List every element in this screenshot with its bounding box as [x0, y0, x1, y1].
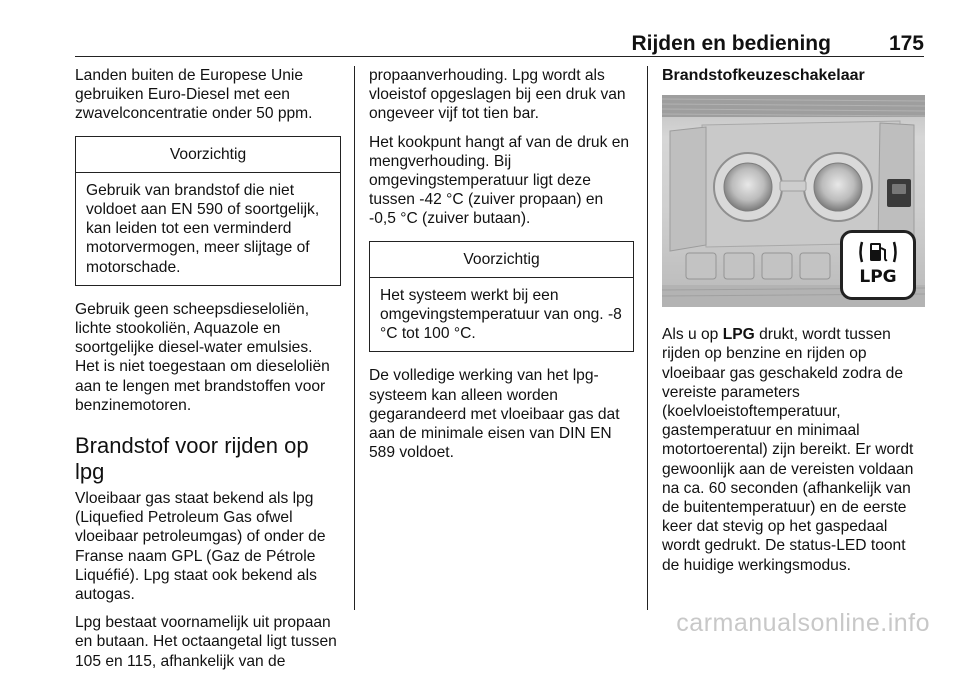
column-1	[75, 66, 341, 680]
lpg-term: LPG	[722, 326, 755, 344]
caution-text: Het systeem werkt bij een omgevingstemperatuur van ong. -8 °C tot 100 °C.	[380, 286, 622, 343]
lpg-badge	[840, 230, 916, 300]
caution-title: Voorzichtig	[76, 137, 340, 173]
column-divider-2	[647, 66, 648, 610]
running-head-title: Rijden en bediening	[631, 32, 831, 55]
column-divider-1	[354, 66, 355, 610]
page-header	[36, 26, 924, 56]
fuel-pump-icon	[858, 239, 898, 265]
column-3	[662, 66, 927, 584]
page-number: 175	[888, 32, 924, 55]
dashboard-figure	[662, 95, 925, 307]
paragraph: Gebruik geen scheepsdieseloliën, lichte stookoliën, Aquazole en soortgelijke diesel-water emulsies. Het is niet toegestaan om dieseloliën aan te lengen met brandstoffen voor benzinemotoren.	[75, 300, 330, 414]
header-rule	[75, 56, 924, 57]
paragraph-text: Als u op	[662, 326, 723, 344]
caution-box	[75, 136, 341, 286]
caution-text: Gebruik van brandstof die niet voldoet aan EN 590 of soortgelijk, kan leiden tot een verminderd motorvermogen, meer slijtage of motorschade.	[86, 181, 320, 276]
caution-box	[369, 241, 634, 353]
paragraph: Lpg bestaat voornamelijk uit propaan en butaan. Het octaangetal ligt tussen 105 en 115, afhankelijk van de	[75, 614, 337, 670]
watermark: carmanualsonline.info	[676, 609, 930, 637]
caution-title: Voorzichtig	[370, 242, 633, 278]
section-heading: Brandstof voor rijden op lpg	[75, 433, 309, 485]
paragraph	[662, 325, 927, 575]
paragraph: De volledige werking van het lpg-systeem kan alleen worden gegarandeerd met vloeibaar gas dat aan de minimale eisen van DIN EN 589 voldoet.	[369, 367, 620, 462]
lpg-badge-label: LPG	[859, 267, 897, 288]
paragraph: propaanverhouding. Lpg wordt als vloeistof opgeslagen bij een druk van ongeveer vijf tot tien bar.	[369, 67, 626, 123]
paragraph: Het kookpunt hangt af van de druk en mengverhouding. Bij omgevingstemperatuur ligt deze tussen -42 °C (zuiver propaan) en -0,5 °C (zuiver butaan).	[369, 133, 630, 228]
paragraph: Vloeibaar gas staat bekend als lpg (Liquefied Petroleum Gas ofwel vloeibaar petroleumgas) of onder de Franse naam GPL (Gaz de Pétrole Liquéfié). Lpg staat ook bekend als autogas.	[75, 490, 326, 604]
paragraph: Landen buiten de Europese Unie gebruiken Euro-Diesel met een zwavelconcentratie onder 50 ppm.	[75, 67, 313, 123]
subsection-heading: Brandstofkeuzeschakelaar	[662, 67, 865, 84]
paragraph-text: drukt, wordt tussen rijden op benzine en rijden op vloeibaar gas geschakeld zodra de vereiste parameters (koelvloeistoftemperatuur, gastemperatuur en minimaal motortoerental) zijn bereikt. Er wordt gewoonlijk aan de vereisten voldaan na ca. 60 seconden (afhankelijk van de buitentemperatuur) en de eerste keer dat stevig op het gaspedaal wordt gedrukt. De status-LED toont de huidige werkingsmodus.	[662, 326, 914, 574]
column-2	[369, 66, 634, 471]
